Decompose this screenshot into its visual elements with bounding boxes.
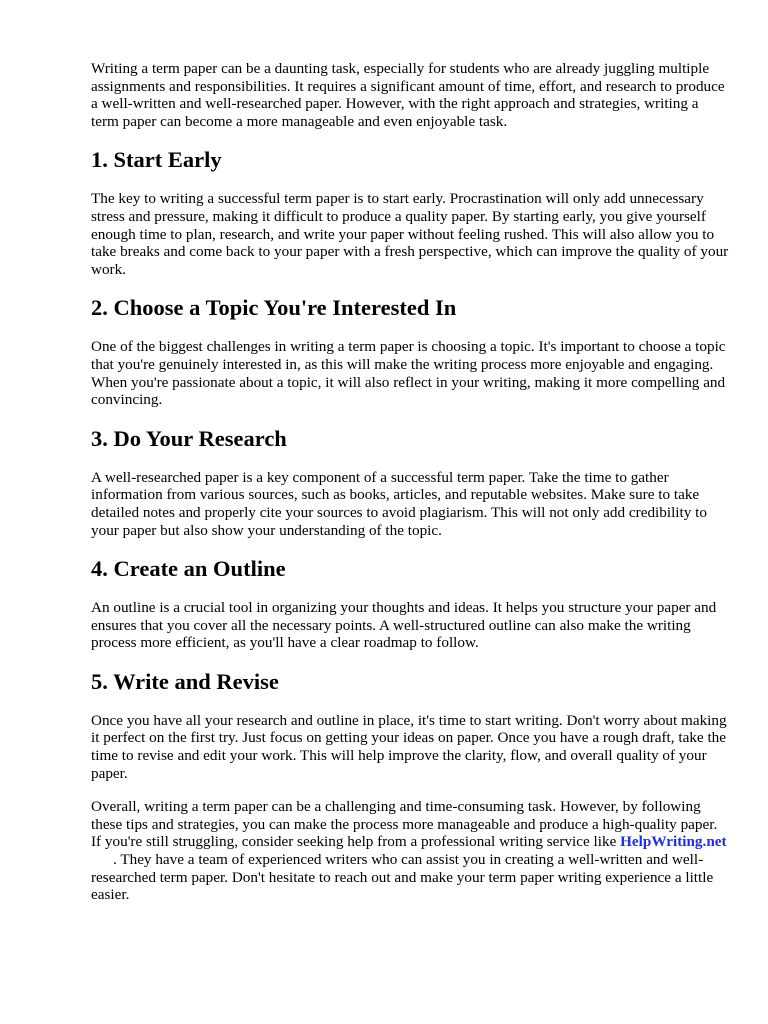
section-create-outline <box>91 555 730 652</box>
section-body: A well-researched paper is a key component of a successful term paper. Take the time to gather information from various sources, such as books, articles, and reputable websites. Make sure to take detailed notes and properly cite your sources to avoid plagiarism. This will not only add credibility to your paper but also show your understanding of the topic. <box>91 468 707 539</box>
section-write-revise <box>91 668 730 782</box>
intro-paragraph: Writing a term paper can be a daunting task, especially for students who are already juggling multiple assignments and responsibilities. It requires a significant amount of time, effort, and research to produce a well-written and well-researched paper. However, with the right approach and strategies, writing a term paper can become a more manageable and even enjoyable task. <box>91 60 725 130</box>
section-body: An outline is a crucial tool in organizing your thoughts and ideas. It helps you structure your paper and ensures that you cover all the necessary points. A well-structured outline can also make the writing process more efficient, as you'll have a clear roadmap to follow. <box>91 599 717 652</box>
section-heading: 2. Choose a Topic You're Interested In <box>91 295 457 321</box>
section-heading: 4. Create an Outline <box>91 556 286 582</box>
section-heading: 5. Write and Revise <box>91 668 279 694</box>
helpwriting-link[interactable]: HelpWriting.net <box>620 833 727 851</box>
section-body: The key to writing a successful term paper is to start early. Procrastination will only add unnecessary stress and pressure, making it difficult to produce a quality paper. By starting early, you give yourself enough time to plan, research, and write your paper without feeling rushed. This will also allow you to take breaks and come back to your paper with a fresh perspective, which can improve the quality of your work. <box>91 190 729 278</box>
section-start-early <box>91 146 730 278</box>
conclusion-paragraph <box>91 798 730 904</box>
section-do-research <box>91 425 730 539</box>
section-body: Once you have all your research and outline in place, it's time to start writing. Don't worry about making it perfect on the first try. Just focus on getting your ideas on paper. Once you have a rough draft, take the time to revise and edit your work. This will help improve the clarity, flow, and overall quality of your paper. <box>91 711 727 782</box>
section-choose-topic <box>91 294 730 408</box>
conclusion-text-before: Overall, writing a term paper can be a challenging and time-consuming task. However, by following these tips and strategies, you can make the process more manageable and produce a high-quality paper. If you're still struggling, consider seeking help from a professional writing service like <box>91 798 718 851</box>
section-heading: 1. Start Early <box>91 147 222 173</box>
section-heading: 3. Do Your Research <box>91 425 287 451</box>
conclusion-text-after: . They have a team of experienced writers who can assist you in creating a well-written and well-researched term paper. Don't hesitate to reach out and make your term paper writing experience a little easier. <box>91 851 714 904</box>
section-body: One of the biggest challenges in writing a term paper is choosing a topic. It's important to choose a topic that you're genuinely interested in, as this will make the writing process more enjoyable and engaging. When you're passionate about a topic, it will also reflect in your writing, making it more compelling and convincing. <box>91 338 726 409</box>
